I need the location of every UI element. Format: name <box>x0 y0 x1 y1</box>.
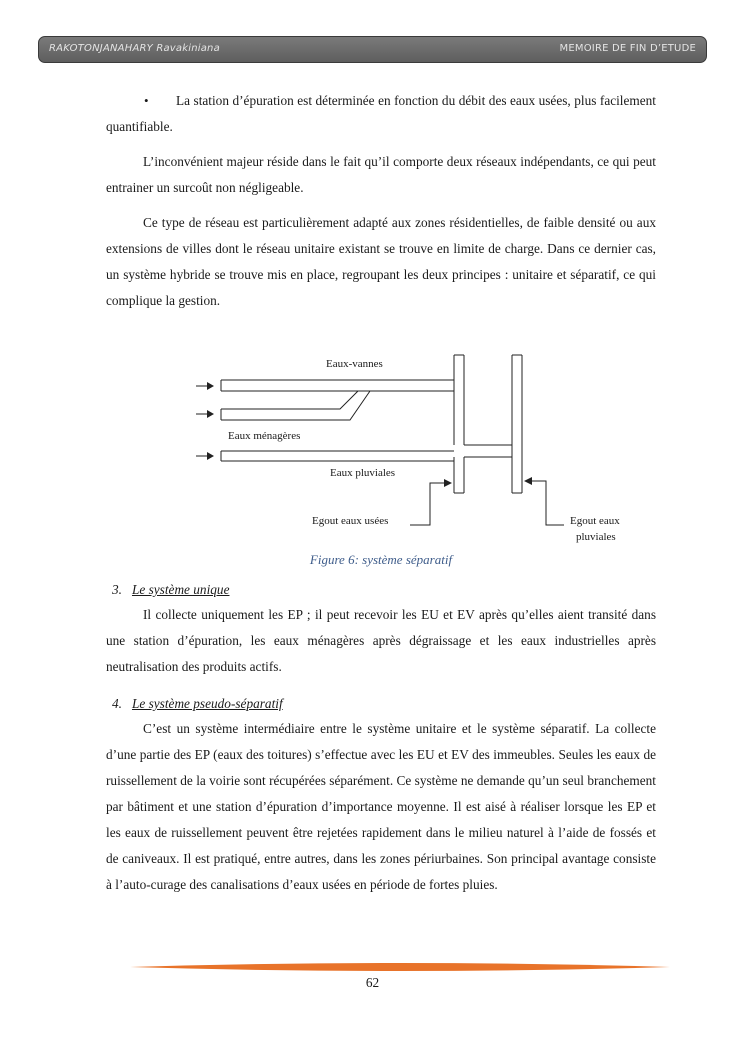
pipe-eaux-vannes <box>221 380 454 391</box>
collector-pipe-stormwater <box>512 355 522 493</box>
inlet-arrow-3 <box>207 452 214 460</box>
label-egout-eaux-pluviales-line2: pluviales <box>576 531 616 543</box>
section-3-heading <box>112 582 229 598</box>
separative-system-diagram <box>190 345 640 555</box>
upper-text-block <box>106 88 656 314</box>
section-4-number: 4. <box>112 696 122 711</box>
inlet-arrow-2 <box>207 410 214 418</box>
label-egout-eaux-pluviales-line1: Egout eaux <box>570 515 620 527</box>
paragraph-inconvenient: L’inconvénient majeur réside dans le fait qu’il comporte deux réseaux indépendants, ce qui peut entrainer un surcoût non négligeable. <box>106 154 656 195</box>
pipe-eaux-pluviales <box>221 451 454 461</box>
label-eaux-menageres: Eaux ménagères <box>228 430 301 442</box>
outlet-arrow-stormwater <box>524 477 532 485</box>
outlet-arrow-wastewater <box>444 479 452 487</box>
label-eaux-vannes: Eaux-vannes <box>326 358 383 370</box>
inlet-arrow-1 <box>207 382 214 390</box>
section-4-heading <box>112 696 283 712</box>
bullet-paragraph: La station d’épuration est déterminée en fonction du débit des eaux usées, plus facilement quantifiable. <box>106 93 656 134</box>
collector-pipe-wastewater-lower <box>454 457 464 493</box>
page-header <box>38 36 707 63</box>
paragraph-reseau-type: Ce type de réseau est particulièrement adapté aux zones résidentielles, de faible densité ou aux extensions de villes dont le réseau unitaire existant se trouve en limite de charge. Dans ce dernier cas, un système hybride se trouve mis en place, regroupant les deux principes : unitaire et séparatif, ce qui complique la gestion. <box>106 215 656 308</box>
section-3-number: 3. <box>112 582 122 597</box>
collector-pipe-wastewater <box>454 355 464 445</box>
bullet-item <box>106 88 656 140</box>
pipe-connector <box>464 445 512 457</box>
section-3-text: Il collecte uniquement les EP ; il peut recevoir les EU et EV après qu’elles aient transité dans une station d’épuration, les eaux ménagères après dégraissage et les eaux industrielles après neutralisation des produits actifs. <box>106 607 656 674</box>
label-egout-eaux-usees: Egout eaux usées <box>312 515 389 527</box>
leader-egout-eaux-pluviales <box>530 481 564 525</box>
label-eaux-pluviales: Eaux pluviales <box>330 467 396 479</box>
pipe-eaux-menageres <box>221 391 370 420</box>
figure-caption: Figure 6: système séparatif <box>309 552 453 567</box>
section-4-title: Le système pseudo-séparatif <box>131 696 283 711</box>
header-thesis-title: MEMOIRE DE FIN D’ETUDE <box>559 43 696 54</box>
leader-egout-eaux-usees <box>410 483 446 525</box>
section-4-text: C’est un système intermédiaire entre le système unitaire et le système séparatif. La collecte d’une partie des EP (eaux des toitures) s’effectue avec les EU et EV des immeubles. Seules les eaux de ruissellement de la voirie sont récupérées séparément. Ce système ne demande qu’un seul branchement par bâtiment et une station d’épuration d’importance moyenne. Il est aisé à réaliser lorsque les EP et les eaux de ruissellement peuvent être rejetées rapidement dans le milieu naturel à l’aide de fossés et de caniveaux. Il est pratiqué, entre autres, dans les zones périurbaines. Son principal avantage consiste à l’auto-curage des canalisations d’eaux usées en période de fortes pluies. <box>106 721 656 892</box>
section-3-title: Le système unique <box>131 582 230 597</box>
page-number: 62 <box>365 975 380 990</box>
section-3-body <box>106 602 656 680</box>
section-4-body <box>106 716 656 898</box>
footer-swoosh <box>130 963 670 971</box>
header-author: RAKOTONJANAHARY Ravakiniana <box>49 43 220 54</box>
footer-decorative-bar <box>130 962 670 972</box>
bullet-icon: • <box>144 93 149 108</box>
